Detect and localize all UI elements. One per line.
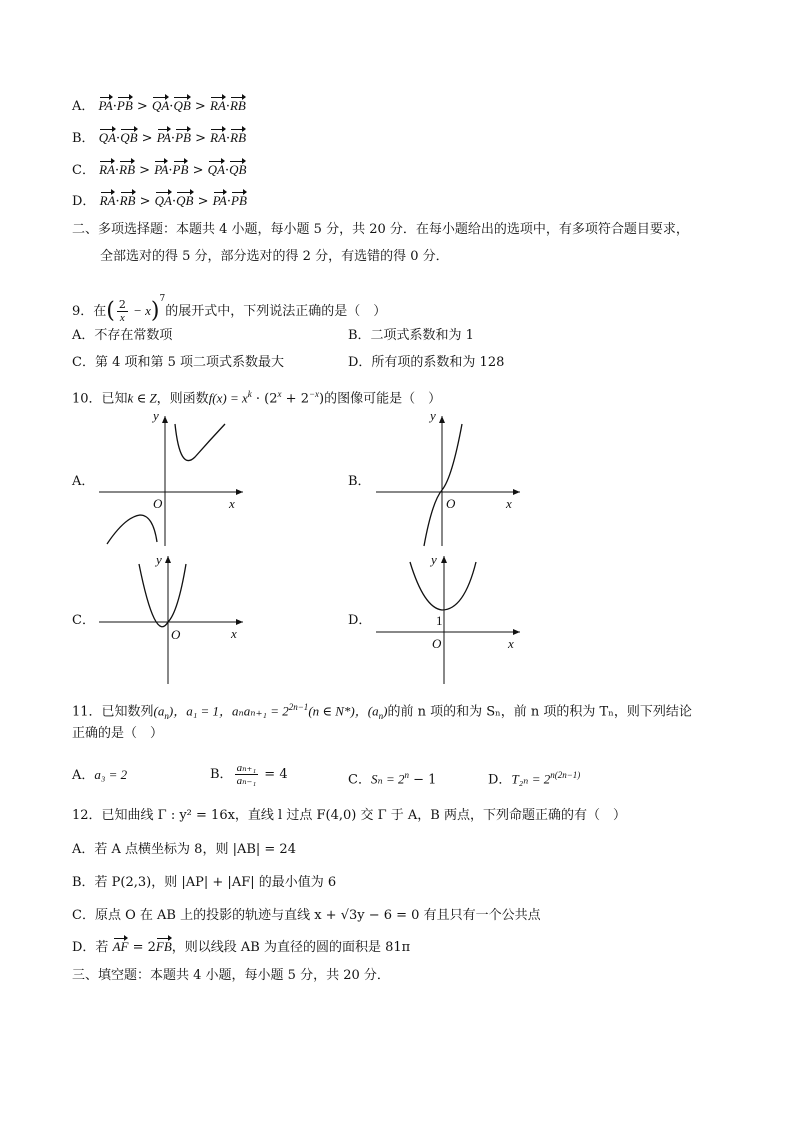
q10-graph-c [95,552,245,687]
frac-den: x [119,312,125,324]
q11-b-rhs: = 4 [260,767,288,782]
q9-option-c: C．第 4 项和第 5 项二项式系数最大 [72,355,285,370]
q10-graph-a-label: A． [72,474,95,489]
q10-prefix: 10．已知 [72,391,128,407]
q11-prefix: 11．已知数列 [72,704,154,720]
q11-c-expr: Sₙ = 2 [370,771,405,787]
vector-rb: RB [120,191,136,211]
q11-c-label: C． [348,772,371,788]
y-arrow-icon [441,556,447,563]
curve [424,424,462,546]
q11-c-exp: n [404,770,409,780]
gt: > [188,163,208,178]
q11-line1-rest: 的前 n 项的和为 Sₙ，前 n 项的积为 Tₙ，则下列结论 [387,704,692,720]
vector-rb: RB [119,160,135,180]
q11-stem-line2: 正确的是（ ） [72,726,164,741]
q11-options [72,760,127,791]
option-label: D． [72,194,96,209]
gt: > [190,131,211,146]
q10-exp-negx: −x [308,389,320,399]
q9-option-b: B．二项式系数和为 1 [348,328,474,343]
q9-prefix: 9．在 [72,304,107,319]
vector-qa: QA [208,160,225,180]
q9-fraction [117,299,128,324]
x-arrow-icon [513,629,520,635]
q11-c-tail: − 1 [409,772,437,788]
q9-suffix: 的展开式中，下列说法正确的是（ ） [165,304,387,319]
q8-option-b [72,128,246,149]
x-label: x [506,496,512,511]
q9-option-d: D．所有项的系数和为 128 [348,355,505,370]
dot: · [115,194,120,209]
dot: · [169,99,174,114]
q10-graph-b [372,412,522,552]
q10-suffix: 的图像可能是（ ） [324,391,442,407]
vector-af: AF [113,937,129,957]
dot: · [172,194,177,209]
q11-cond1: ，a₁ = 1， [173,703,233,719]
vector-ra: RA [100,191,116,211]
vector-qb: QB [176,191,193,211]
q11-seq: (a [153,703,165,719]
gt: > [190,99,210,114]
q11-option-b [210,760,288,790]
origin-label: O [171,627,181,642]
dot: · [116,131,121,146]
origin-label: O [446,496,456,511]
curve [410,562,476,610]
y-arrow-icon [162,416,168,423]
section2-subheading: 全部选对的得 5 分，部分选对的得 2 分，有选错的得 0 分． [100,249,449,264]
q10-graph-c-label: C． [72,613,95,628]
q8-option-a [72,96,246,117]
origin-label: O [153,496,163,511]
frac-den: aₙ₋₁ [236,775,257,787]
y-arrow-icon [165,556,171,563]
q11-a-expr: a₃ = 2 [94,767,128,782]
vector-qb: QB [229,160,246,180]
vector-ra: RA [99,160,115,180]
option-label: B． [72,131,95,146]
q10-func-close: ) [319,391,325,407]
q11-cond3: (n ∈ N*)， [308,703,368,719]
vector-qb: QB [173,96,190,116]
q11-cond2-exp: 2n−1 [288,702,309,712]
q12-d-mid: = 2 [128,940,156,955]
q11-option-d [488,760,580,795]
option-label: A． [72,99,95,114]
x-label: x [508,636,514,651]
vector-fb: FB [156,937,172,957]
q9-exponent: 7 [159,294,166,304]
dot: · [224,163,230,178]
x-label: x [229,496,235,511]
vector-pb: PB [175,128,191,148]
q12-option-d [72,937,410,958]
vector-rb: RB [230,128,246,148]
q10-graph-a [95,412,245,552]
q11-seq-close: ) [383,703,388,719]
q10-stem [72,384,441,409]
q8-option-d [72,191,247,212]
q12-d-prefix: D．若 [72,940,113,955]
vector-qa: QA [99,128,116,148]
y-label: y [153,412,159,423]
frac-num: 2 [118,298,126,311]
q11-option-c [348,760,436,795]
vector-pb: PB [117,96,133,116]
q10-func: f(x) = x [208,390,248,406]
vector-qb: QB [120,128,137,148]
vector-pa: PA [154,160,168,180]
q11-a-label: A． [72,768,95,783]
y-arrow-icon [439,416,445,423]
vector-qa: QA [152,96,169,116]
q12-option-a: A．若 A 点横坐标为 8，则 |AB| = 24 [72,842,296,857]
gt: > [135,194,155,209]
curve-lower-branch [107,515,157,544]
q11-cond2: aₙaₙ₊₁ = 2 [232,703,289,719]
q10-graph-d [372,552,522,687]
q11-seq-close: ) [168,703,174,719]
q11-stem-line1 [72,697,692,726]
dot: · [226,131,231,146]
vector-qa: QA [155,191,172,211]
q8-option-c [72,160,246,181]
q9-option-a: A．不存在常数项 [72,328,173,343]
q11-d-exp: n(2n−1) [550,770,581,780]
gt: > [135,163,155,178]
curve-upper-branch [175,424,225,461]
q11-b-fraction [235,762,259,787]
q11-seq-sub: n [378,710,384,721]
q11-d-expr: T₂ₙ = 2 [511,771,551,787]
dot: · [225,99,230,114]
vector-rb: RB [230,96,246,116]
q11-seq-sub: n [164,710,169,721]
q10-func-rest: · (2 [251,391,278,407]
x-arrow-icon [236,619,243,625]
vector-pa: PA [213,191,227,211]
dot: · [114,163,120,178]
frac-num: aₙ₊₁ [236,762,257,774]
origin-label: O [432,636,442,651]
gt: > [193,194,213,209]
q11-seq: (a [367,703,379,719]
vector-pb: PB [173,160,189,180]
q12-option-b: B．若 P(2,3)，则 |AP| + |AF| 的最小值为 6 [72,875,337,890]
vector-pb: PB [231,191,247,211]
q12-d-suffix: ，则以线段 AB 为直径的圆的面积是 81π [171,940,411,955]
section2-heading: 二、多项选择题：本题共 4 小题，每小题 5 分，共 20 分．在每小题给出的选项中，有多项符合题目要求， [72,222,689,237]
q9-minus-x: − x [129,303,151,318]
y-label: y [431,552,437,567]
gt: > [137,131,157,146]
vector-ra: RA [210,96,226,116]
section3-heading: 三、填空题：本题共 4 小题，每小题 5 分，共 20 分． [72,968,390,983]
curve-left [139,564,168,627]
q10-condition: k ∈ Z [127,390,157,406]
vector-ra: RA [210,128,226,148]
gt: > [132,99,152,114]
q12-stem: 12．已知曲线 Γ : y² = 16x，直线 l 过点 F(4,0) 交 Γ 于 A，B 两点，下列命题正确的有（ ） [72,808,626,823]
dot: · [170,131,176,146]
q11-b-label: B． [210,767,233,782]
q10-exp-k: k [247,389,252,399]
dot: · [112,99,117,114]
q10-func-plus: + 2 [281,391,309,407]
q10-exp-x: x [277,389,282,399]
x-arrow-icon [513,489,520,495]
x-arrow-icon [236,489,243,495]
dot: · [226,194,232,209]
intercept-label: 1 [436,613,443,628]
curve-right [168,564,186,622]
vector-pa: PA [99,96,113,116]
q12-option-c: C．原点 O 在 AB 上的投影的轨迹与直线 x + √3y − 6 = 0 有且只有一个公共点 [72,908,541,923]
dot: · [168,163,173,178]
q10-mid: ，则函数 [156,391,209,407]
x-label: x [231,626,237,641]
q10-graph-b-label: B． [348,474,371,489]
y-label: y [430,412,436,423]
q9-stem: 9．在( $\frac{2}{x}$ − x)$^7$的展开式中，下列说法正确的是（ ） [72,294,387,324]
vector-pa: PA [157,128,171,148]
option-label: C． [72,163,95,178]
y-label: y [156,552,162,567]
q10-graph-d-label: D． [348,613,372,628]
q11-d-label: D． [488,772,512,788]
